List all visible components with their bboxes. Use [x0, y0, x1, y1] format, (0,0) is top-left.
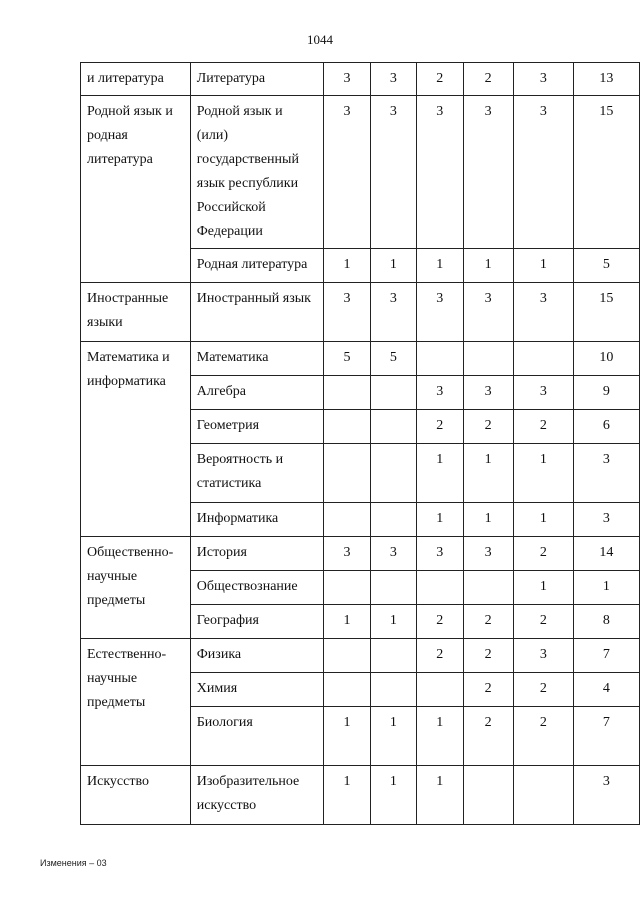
- hours-cell-grade-2: 1: [370, 605, 416, 639]
- subject-cell: Алгебра: [190, 376, 324, 410]
- subject-cell: Химия: [190, 673, 324, 707]
- hours-cell-grade-1: [324, 503, 370, 537]
- hours-cell-grade-2: 1: [370, 766, 416, 825]
- hours-cell-grade-2: 3: [370, 63, 416, 96]
- subject-cell: Родной язык и (или) государственный язык республики Российской Федерации: [190, 96, 324, 249]
- subject-area-cell: Родной язык и родная литература: [81, 96, 191, 283]
- table-row: [81, 342, 640, 376]
- subject-cell: География: [190, 605, 324, 639]
- subject-area-cell: и литература: [81, 63, 191, 96]
- hours-cell-grade-4: 2: [463, 410, 513, 444]
- hours-cell-grade-5: 3: [513, 96, 573, 249]
- total-hours-cell: 10: [573, 342, 639, 376]
- hours-cell-grade-4: 1: [463, 444, 513, 503]
- hours-cell-grade-1: 1: [324, 605, 370, 639]
- total-hours-cell: 15: [573, 96, 639, 249]
- total-hours-cell: 3: [573, 503, 639, 537]
- subject-cell: Обществознание: [190, 571, 324, 605]
- hours-cell-grade-5: 3: [513, 283, 573, 342]
- total-hours-cell: 1: [573, 571, 639, 605]
- subject-cell: История: [190, 537, 324, 571]
- subject-area-cell: Математика и информатика: [81, 342, 191, 537]
- hours-cell-grade-3: 1: [417, 444, 463, 503]
- hours-cell-grade-5: [513, 766, 573, 825]
- hours-cell-grade-4: 2: [463, 639, 513, 673]
- table-row: [81, 283, 640, 342]
- hours-cell-grade-1: 5: [324, 342, 370, 376]
- hours-cell-grade-3: 1: [417, 249, 463, 283]
- hours-cell-grade-5: 1: [513, 503, 573, 537]
- hours-cell-grade-4: [463, 766, 513, 825]
- subject-cell: Изобразительное искусство: [190, 766, 324, 825]
- total-hours-cell: 4: [573, 673, 639, 707]
- hours-cell-grade-2: [370, 444, 416, 503]
- hours-cell-grade-1: 3: [324, 537, 370, 571]
- total-hours-cell: 3: [573, 444, 639, 503]
- hours-cell-grade-2: [370, 673, 416, 707]
- hours-cell-grade-3: 1: [417, 503, 463, 537]
- hours-cell-grade-5: 2: [513, 410, 573, 444]
- hours-cell-grade-1: 1: [324, 249, 370, 283]
- subject-cell: Иностранный язык: [190, 283, 324, 342]
- subject-area-cell: Иностранные языки: [81, 283, 191, 342]
- hours-cell-grade-3: [417, 673, 463, 707]
- subject-area-cell: Искусство: [81, 766, 191, 825]
- table-row: [81, 766, 640, 825]
- subject-cell: Информатика: [190, 503, 324, 537]
- curriculum-table: [80, 62, 640, 825]
- table-row: [81, 639, 640, 673]
- hours-cell-grade-1: 3: [324, 63, 370, 96]
- hours-cell-grade-2: [370, 376, 416, 410]
- subject-cell: Физика: [190, 639, 324, 673]
- hours-cell-grade-5: 1: [513, 444, 573, 503]
- hours-cell-grade-2: 3: [370, 537, 416, 571]
- total-hours-cell: 8: [573, 605, 639, 639]
- hours-cell-grade-4: 2: [463, 63, 513, 96]
- hours-cell-grade-4: 2: [463, 605, 513, 639]
- table-row: [81, 537, 640, 571]
- table-row: [81, 63, 640, 96]
- hours-cell-grade-4: 1: [463, 249, 513, 283]
- total-hours-cell: 15: [573, 283, 639, 342]
- hours-cell-grade-1: [324, 571, 370, 605]
- hours-cell-grade-1: 3: [324, 96, 370, 249]
- subject-cell: Литература: [190, 63, 324, 96]
- hours-cell-grade-3: 1: [417, 707, 463, 766]
- hours-cell-grade-4: 2: [463, 707, 513, 766]
- hours-cell-grade-5: 3: [513, 639, 573, 673]
- total-hours-cell: 5: [573, 249, 639, 283]
- hours-cell-grade-3: [417, 571, 463, 605]
- page-number: 1044: [307, 32, 333, 47]
- hours-cell-grade-3: 2: [417, 605, 463, 639]
- hours-cell-grade-1: [324, 444, 370, 503]
- hours-cell-grade-2: [370, 503, 416, 537]
- curriculum-table-body: [81, 63, 640, 825]
- hours-cell-grade-5: [513, 342, 573, 376]
- hours-cell-grade-4: [463, 571, 513, 605]
- hours-cell-grade-4: 3: [463, 376, 513, 410]
- hours-cell-grade-1: [324, 410, 370, 444]
- hours-cell-grade-1: [324, 673, 370, 707]
- hours-cell-grade-1: [324, 639, 370, 673]
- total-hours-cell: 14: [573, 537, 639, 571]
- hours-cell-grade-5: 2: [513, 707, 573, 766]
- hours-cell-grade-3: 3: [417, 376, 463, 410]
- hours-cell-grade-1: 1: [324, 707, 370, 766]
- subject-area-cell: Общественно-научные предметы: [81, 537, 191, 639]
- footer-note: Изменения – 03: [40, 858, 107, 868]
- hours-cell-grade-3: 3: [417, 283, 463, 342]
- hours-cell-grade-2: 1: [370, 707, 416, 766]
- hours-cell-grade-4: 2: [463, 673, 513, 707]
- hours-cell-grade-2: [370, 410, 416, 444]
- subject-cell: Родная литература: [190, 249, 324, 283]
- hours-cell-grade-3: [417, 342, 463, 376]
- hours-cell-grade-3: 2: [417, 639, 463, 673]
- hours-cell-grade-3: 3: [417, 96, 463, 249]
- hours-cell-grade-4: 3: [463, 96, 513, 249]
- hours-cell-grade-3: 2: [417, 410, 463, 444]
- total-hours-cell: 13: [573, 63, 639, 96]
- hours-cell-grade-2: 5: [370, 342, 416, 376]
- hours-cell-grade-5: 3: [513, 376, 573, 410]
- hours-cell-grade-3: 2: [417, 63, 463, 96]
- hours-cell-grade-2: 3: [370, 96, 416, 249]
- total-hours-cell: 7: [573, 707, 639, 766]
- hours-cell-grade-2: [370, 571, 416, 605]
- hours-cell-grade-5: 1: [513, 249, 573, 283]
- hours-cell-grade-2: [370, 639, 416, 673]
- total-hours-cell: 9: [573, 376, 639, 410]
- table-row: [81, 96, 640, 249]
- hours-cell-grade-5: 2: [513, 673, 573, 707]
- total-hours-cell: 7: [573, 639, 639, 673]
- hours-cell-grade-3: 1: [417, 766, 463, 825]
- hours-cell-grade-5: 3: [513, 63, 573, 96]
- subject-cell: Математика: [190, 342, 324, 376]
- hours-cell-grade-3: 3: [417, 537, 463, 571]
- hours-cell-grade-2: 3: [370, 283, 416, 342]
- hours-cell-grade-2: 1: [370, 249, 416, 283]
- hours-cell-grade-1: 3: [324, 283, 370, 342]
- hours-cell-grade-4: 1: [463, 503, 513, 537]
- subject-area-cell: Естественно-научные предметы: [81, 639, 191, 766]
- hours-cell-grade-1: 1: [324, 766, 370, 825]
- hours-cell-grade-5: 2: [513, 537, 573, 571]
- hours-cell-grade-4: 3: [463, 537, 513, 571]
- hours-cell-grade-1: [324, 376, 370, 410]
- hours-cell-grade-5: 2: [513, 605, 573, 639]
- total-hours-cell: 3: [573, 766, 639, 825]
- subject-cell: Биология: [190, 707, 324, 766]
- subject-cell: Геометрия: [190, 410, 324, 444]
- total-hours-cell: 6: [573, 410, 639, 444]
- subject-cell: Вероятность и статистика: [190, 444, 324, 503]
- hours-cell-grade-4: [463, 342, 513, 376]
- hours-cell-grade-5: 1: [513, 571, 573, 605]
- hours-cell-grade-4: 3: [463, 283, 513, 342]
